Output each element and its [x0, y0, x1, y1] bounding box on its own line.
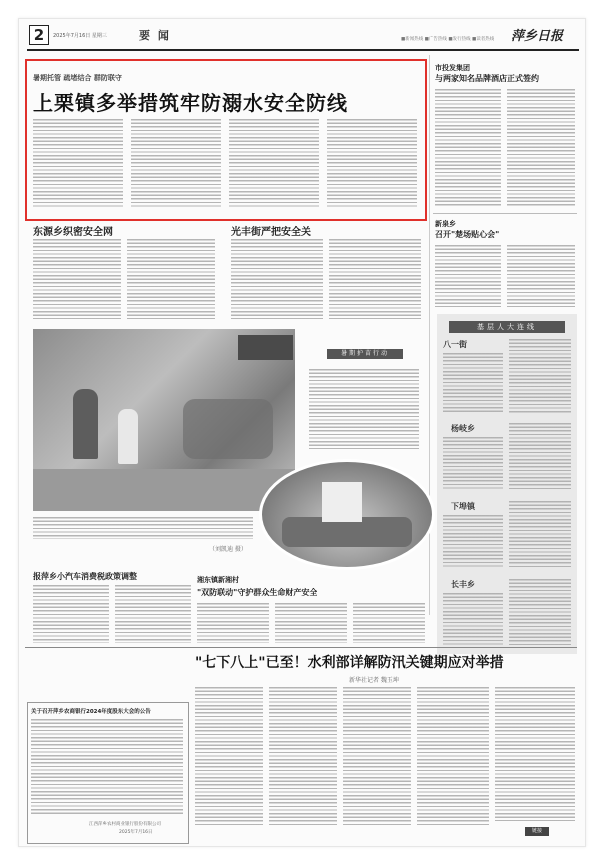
newspaper-logo: 萍乡日报: [511, 29, 564, 44]
sidebar-item-body: [443, 437, 503, 491]
bottom-body-col-5: [495, 687, 575, 821]
sidebar-item-body: [443, 353, 503, 413]
header-date: 2025年7月16日 星期三: [53, 33, 107, 39]
header-rule: [27, 49, 579, 51]
notice-signature: 江西萍乡农村商业银行股份有限公司: [89, 822, 161, 827]
sidebar-item-body: [443, 593, 503, 647]
sidebar-item-body: [509, 501, 571, 569]
mid-left-title[interactable]: 东源乡织密安全网: [33, 227, 113, 238]
photo-ribbon: 暑期护苗行动: [327, 349, 403, 359]
story1-body-col-2: [507, 89, 575, 207]
lead-body-col-3: [229, 119, 319, 209]
photo-text: [309, 369, 419, 449]
page-number: 2: [29, 25, 49, 45]
lower-left-body-2: [115, 585, 191, 643]
sidebar-item-body: [509, 579, 571, 647]
lead-body-col-4: [327, 119, 417, 209]
bottom-headline[interactable]: "七下八上"已至！水利部详解防汛关键期应对举措: [195, 655, 504, 671]
photo-caption: [33, 517, 253, 539]
notice-body: [31, 719, 183, 815]
story2-body-col-2: [507, 245, 575, 307]
section-title: 要 闻: [139, 29, 171, 42]
story-rule: [433, 213, 577, 214]
lower-mid-body-1: [197, 603, 269, 643]
oval-inset-photo[interactable]: [259, 459, 435, 570]
notice-title: 关于召开萍乡农商银行2024年度股东大会的公告: [31, 709, 151, 715]
sidebar-header: 基层人大连线: [449, 321, 565, 333]
story1-body-col-1: [435, 89, 501, 207]
link-badge[interactable]: 链接: [525, 827, 549, 836]
bottom-rule: [25, 647, 577, 648]
sidebar-item-title[interactable]: 下埠镇: [451, 502, 475, 511]
lead-body-col-1: [33, 119, 123, 209]
lead-kicker: 暑期托管 疏堵结合 群防联守: [33, 74, 122, 82]
newspaper-page: [18, 18, 586, 847]
sidebar-item-body: [443, 515, 503, 569]
sidebar-item-title[interactable]: 杨岐乡: [451, 424, 475, 433]
lower-mid-title[interactable]: "双防联动"守护群众生命财产安全: [197, 588, 318, 597]
lower-mid-body-2: [275, 603, 347, 643]
mid-left-body-1: [33, 239, 121, 319]
story1-title-b[interactable]: 与两家知名品牌酒店正式签约: [435, 74, 539, 83]
bottom-byline: 新华社记者 魏玉坤: [349, 677, 399, 684]
header-links: ■新闻热线 ■广告热线 ■发行热线 ■读者热线: [401, 37, 495, 42]
sidebar-item-title[interactable]: 长丰乡: [451, 580, 475, 589]
story2-kicker: 新泉乡: [435, 220, 456, 228]
bottom-body-col-4: [417, 687, 489, 827]
mid-right-body-1: [231, 239, 323, 319]
story2-title[interactable]: 召开"楚场贴心会": [435, 230, 500, 239]
sidebar-item-title[interactable]: 八一街: [443, 340, 467, 349]
lower-mid-kicker: 湘东镇新湘村: [197, 576, 239, 584]
bottom-body-col-1: [195, 687, 263, 827]
lower-left-body-1: [33, 585, 109, 643]
lead-headline[interactable]: 上栗镇多举措筑牢防溺水安全防线: [33, 91, 348, 115]
main-photo[interactable]: [33, 329, 295, 511]
lead-body-col-2: [131, 119, 221, 209]
notice-date: 2025年7月16日: [119, 830, 153, 835]
story1-title-a[interactable]: 市投发集团: [435, 64, 470, 72]
bottom-body-col-3: [343, 687, 411, 827]
sidebar-item-body: [509, 339, 571, 413]
bottom-body-col-2: [269, 687, 337, 827]
story2-body-col-1: [435, 245, 501, 307]
mid-left-body-2: [127, 239, 215, 319]
photo-credit: （刘凯迪 摄）: [209, 546, 247, 553]
mid-right-body-2: [329, 239, 421, 319]
lower-mid-body-3: [353, 603, 425, 643]
sidebar-item-body: [509, 423, 571, 491]
lower-left-title[interactable]: 报萍乡小汽车消费税政策调整: [33, 572, 137, 581]
mid-right-title[interactable]: 光丰街严把安全关: [231, 227, 311, 238]
